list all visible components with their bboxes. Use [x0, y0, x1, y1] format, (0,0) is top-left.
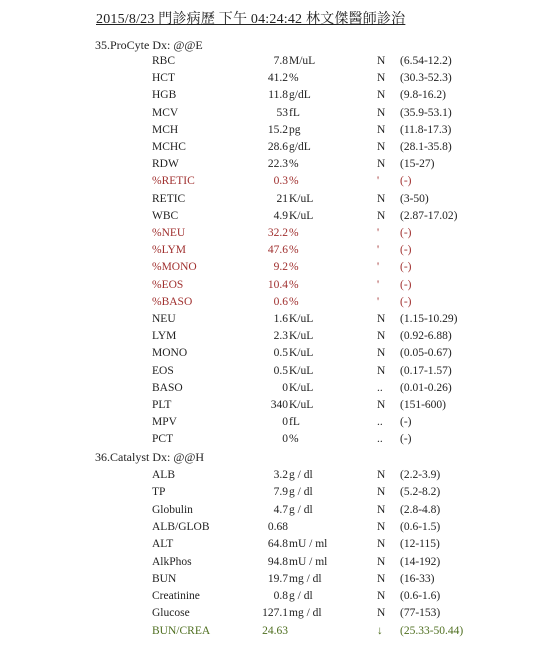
- reference-range: (77-153): [400, 607, 441, 620]
- test-unit: K/uL: [289, 347, 314, 360]
- reference-range: (0.92-6.88): [400, 330, 452, 343]
- test-value: 4.9: [273, 209, 288, 222]
- test-name: Globulin: [152, 503, 193, 516]
- test-flag: ': [377, 227, 380, 239]
- test-flag: ↓: [377, 624, 383, 637]
- test-value: 0.6: [273, 295, 288, 308]
- test-value: 47.6: [267, 244, 288, 257]
- test-flag: N: [377, 313, 386, 325]
- test-flag: N: [377, 590, 386, 603]
- record-title: 2015/8/23 門診病歷 下午 04:24:42 林文傑醫師診治: [96, 12, 406, 27]
- result-row: [0, 244, 550, 261]
- test-unit: g/dL: [289, 141, 311, 153]
- test-flag: ..: [377, 381, 383, 394]
- result-row: [0, 504, 550, 521]
- test-name: %BASO: [152, 295, 193, 308]
- reference-range: (-): [400, 261, 412, 274]
- result-row: [0, 330, 550, 347]
- test-name: RBC: [152, 55, 176, 67]
- test-name: %MONO: [152, 261, 197, 274]
- test-name: ALB: [152, 469, 175, 481]
- reference-range: (2.2-3.9): [400, 469, 441, 481]
- test-name: ALT: [152, 538, 174, 551]
- test-value: 0.5: [273, 364, 288, 377]
- test-flag: N: [377, 123, 386, 136]
- test-name: ALB/GLOB: [152, 520, 210, 533]
- test-flag: ': [377, 295, 380, 308]
- reference-range: (28.1-35.8): [400, 141, 452, 153]
- test-unit: g / dl: [289, 503, 313, 516]
- test-name: TP: [152, 486, 166, 499]
- test-flag: N: [377, 503, 386, 516]
- reference-range: (-): [400, 295, 412, 308]
- test-unit: K/uL: [289, 330, 314, 343]
- result-row: [0, 382, 550, 399]
- test-value: 3.2: [273, 469, 288, 481]
- test-flag: N: [377, 555, 386, 568]
- test-value: 127.1: [262, 607, 288, 620]
- test-value: 9.2: [273, 261, 288, 274]
- test-name: %LYM: [152, 244, 186, 257]
- test-value: 53: [276, 106, 288, 119]
- test-flag: N: [377, 330, 386, 343]
- test-unit: fL: [289, 416, 300, 429]
- test-name: MPV: [152, 416, 177, 429]
- reference-range: (30.3-52.3): [400, 72, 452, 85]
- test-name: WBC: [152, 209, 179, 222]
- test-value: 32.2: [267, 227, 288, 239]
- reference-range: (6.54-12.2): [400, 55, 452, 67]
- test-flag: N: [377, 55, 386, 67]
- result-row: [0, 141, 550, 158]
- test-flag: N: [377, 469, 386, 481]
- test-unit: K/uL: [289, 381, 314, 394]
- result-row: [0, 72, 550, 89]
- test-flag: ': [377, 261, 380, 274]
- test-unit: g / dl: [289, 469, 313, 481]
- reference-range: (35.9-53.1): [400, 106, 452, 119]
- test-flag: ..: [377, 416, 383, 429]
- test-value: 0.68: [267, 520, 288, 533]
- test-name: %NEU: [152, 227, 186, 239]
- test-value: 15.2: [267, 123, 288, 136]
- test-name: HCT: [152, 72, 175, 85]
- test-flag: N: [377, 192, 386, 205]
- result-row: [0, 573, 550, 590]
- test-unit: %: [289, 433, 299, 446]
- reference-range: (9.8-16.2): [400, 89, 446, 102]
- result-row: [0, 158, 550, 175]
- test-name: LYM: [152, 330, 177, 343]
- test-unit: mU / ml: [289, 538, 328, 551]
- result-row: [0, 365, 550, 382]
- reference-range: (-): [400, 416, 412, 429]
- test-flag: N: [377, 607, 386, 620]
- test-value: 7.8: [273, 55, 288, 67]
- result-row: [0, 590, 550, 607]
- test-flag: N: [377, 572, 386, 585]
- test-name: MCV: [152, 106, 179, 119]
- result-row: [0, 538, 550, 555]
- test-value: 0: [282, 381, 288, 394]
- reference-range: (-): [400, 244, 412, 257]
- test-value: 19.7: [267, 572, 288, 585]
- test-flag: N: [377, 347, 386, 360]
- test-name: BASO: [152, 381, 183, 394]
- test-flag: N: [377, 520, 386, 533]
- test-value: 2.3: [273, 330, 288, 343]
- test-value: 22.3: [267, 158, 288, 171]
- result-row: [0, 107, 550, 124]
- test-flag: N: [377, 364, 386, 377]
- test-flag: N: [377, 106, 386, 119]
- result-row: [0, 210, 550, 227]
- result-row: [0, 416, 550, 433]
- test-value: 21: [276, 192, 288, 205]
- test-flag: N: [377, 89, 386, 102]
- test-value: 0.3: [273, 175, 288, 188]
- test-value: 7.9: [273, 486, 288, 499]
- test-unit: %: [289, 175, 299, 188]
- test-unit: g/dL: [289, 89, 311, 102]
- test-unit: mg / dl: [289, 607, 322, 620]
- test-value: 0: [282, 433, 288, 446]
- test-value: 340: [270, 399, 288, 411]
- test-flag: N: [377, 538, 386, 551]
- result-row: [0, 175, 550, 192]
- test-flag: N: [377, 72, 386, 85]
- test-name: Glucose: [152, 607, 190, 620]
- test-name: AlkPhos: [152, 555, 192, 568]
- test-name: NEU: [152, 313, 176, 325]
- result-row: [0, 124, 550, 141]
- result-row: [0, 227, 550, 244]
- reference-range: (1.15-10.29): [400, 313, 458, 325]
- test-value: 94.8: [267, 555, 288, 568]
- reference-range: (0.17-1.57): [400, 364, 452, 377]
- test-name: MONO: [152, 347, 188, 360]
- reference-range: (-): [400, 278, 412, 291]
- test-name: RETIC: [152, 192, 186, 205]
- reference-range: (25.33-50.44): [400, 624, 464, 637]
- test-unit: %: [289, 227, 299, 239]
- test-unit: g / dl: [289, 486, 313, 499]
- test-unit: K/uL: [289, 364, 314, 377]
- test-name: MCH: [152, 123, 179, 136]
- result-row: [0, 521, 550, 538]
- result-row: [0, 347, 550, 364]
- test-value: 1.6: [273, 313, 288, 325]
- test-unit: K/uL: [289, 313, 314, 325]
- test-value: 0.8: [273, 590, 288, 603]
- result-row: [0, 279, 550, 296]
- test-value: 64.8: [267, 538, 288, 551]
- test-unit: pg: [289, 123, 301, 136]
- test-value: 4.7: [273, 503, 288, 516]
- reference-range: (2.87-17.02): [400, 209, 458, 222]
- test-name: BUN: [152, 572, 177, 585]
- test-name: %RETIC: [152, 175, 195, 188]
- reference-range: (0.01-0.26): [400, 381, 452, 394]
- test-unit: mg / dl: [289, 572, 322, 585]
- test-unit: K/uL: [289, 192, 314, 205]
- reference-range: (0.6-1.6): [400, 590, 441, 603]
- test-value: 11.8: [268, 89, 288, 102]
- test-flag: N: [377, 141, 386, 153]
- test-value: 41.2: [267, 72, 288, 85]
- test-flag: ': [377, 244, 380, 257]
- test-value: 0.5: [273, 347, 288, 360]
- reference-range: (0.05-0.67): [400, 347, 452, 360]
- result-row: [0, 296, 550, 313]
- reference-range: (12-115): [400, 538, 440, 551]
- test-unit: mU / ml: [289, 555, 328, 568]
- test-unit: %: [289, 158, 299, 171]
- test-value: 28.6: [267, 141, 288, 153]
- test-name: HGB: [152, 89, 177, 102]
- test-flag: N: [377, 158, 386, 171]
- test-name: %EOS: [152, 278, 184, 291]
- test-flag: ': [377, 278, 380, 291]
- test-flag: N: [377, 399, 386, 411]
- test-name: PLT: [152, 399, 172, 411]
- test-name: RDW: [152, 158, 179, 171]
- result-row: [0, 607, 550, 624]
- result-row: [0, 193, 550, 210]
- reference-range: (5.2-8.2): [400, 486, 441, 499]
- test-name: MCHC: [152, 141, 186, 153]
- reference-range: (16-33): [400, 572, 435, 585]
- result-row: [0, 89, 550, 106]
- result-row: [0, 469, 550, 486]
- result-row: [0, 313, 550, 330]
- test-unit: %: [289, 72, 299, 85]
- section-catalyst-heading: 36.Catalyst Dx: @@H: [95, 450, 205, 464]
- test-name: PCT: [152, 433, 174, 446]
- section-procyte-heading: 35.ProCyte Dx: @@E: [95, 38, 203, 52]
- test-flag: ': [377, 175, 380, 188]
- test-name: Creatinine: [152, 590, 200, 603]
- result-row: [0, 556, 550, 573]
- test-value: 0: [282, 416, 288, 429]
- test-flag: N: [377, 209, 386, 222]
- test-unit: %: [289, 244, 299, 257]
- reference-range: (0.6-1.5): [400, 520, 441, 533]
- result-row: [0, 625, 550, 642]
- reference-range: (14-192): [400, 555, 441, 568]
- test-name: BUN/CREA: [152, 624, 211, 637]
- reference-range: (15-27): [400, 158, 435, 171]
- test-value: 24.63: [262, 624, 288, 637]
- reference-range: (151-600): [400, 399, 446, 411]
- reference-range: (-): [400, 227, 412, 239]
- test-unit: %: [289, 261, 299, 274]
- reference-range: (2.8-4.8): [400, 503, 441, 516]
- result-row: [0, 399, 550, 416]
- test-unit: %: [289, 295, 299, 308]
- test-value: 10.4: [267, 278, 288, 291]
- test-flag: ..: [377, 433, 383, 446]
- test-flag: N: [377, 486, 386, 499]
- reference-range: (-): [400, 433, 412, 446]
- reference-range: (3-50): [400, 192, 429, 205]
- test-unit: M/uL: [289, 55, 316, 67]
- test-unit: %: [289, 278, 299, 291]
- reference-range: (11.8-17.3): [400, 123, 452, 136]
- reference-range: (-): [400, 175, 412, 188]
- test-unit: g / dl: [289, 590, 313, 603]
- result-row: [0, 55, 550, 72]
- test-name: EOS: [152, 364, 174, 377]
- test-unit: K/uL: [289, 209, 314, 222]
- test-unit: K/uL: [289, 399, 314, 411]
- result-row: [0, 433, 550, 450]
- test-unit: fL: [289, 106, 300, 119]
- result-row: [0, 486, 550, 503]
- result-row: [0, 261, 550, 278]
